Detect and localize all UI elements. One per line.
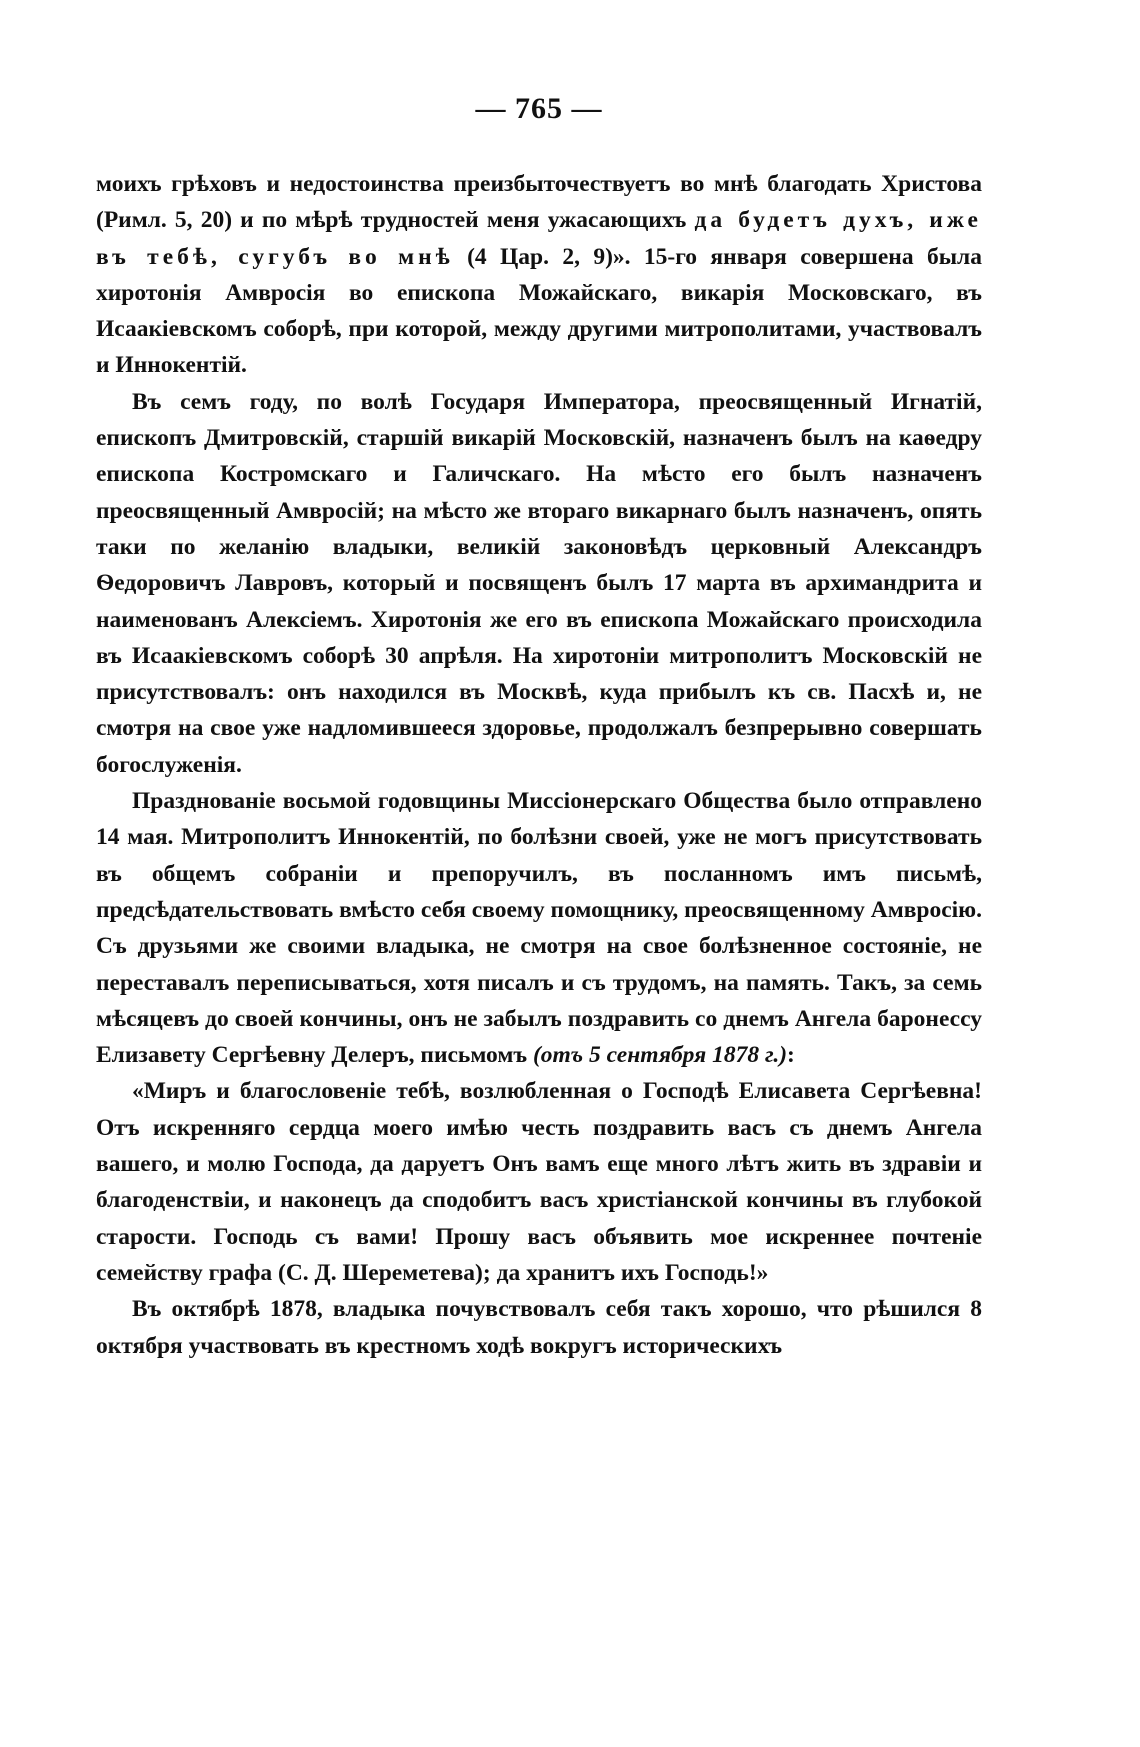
paragraph-5 <box>96 1291 982 1364</box>
paragraph-5-text: Въ октябрѣ 1878, владыка почувствовалъ себя такъ хорошо, что рѣшился 8 октября участвовать въ крестномъ ходѣ вокругъ историческихъ <box>96 1296 982 1359</box>
paragraph-1-part-1: моихъ грѣховъ и недостоинства преизбыточествуетъ во мнѣ благодать Христова (Римл. 5, 20) и по мѣрѣ трудностей меня ужасающихъ <box>96 171 982 234</box>
paragraph-4-letter <box>96 1073 982 1291</box>
paragraph-1 <box>96 166 982 384</box>
paragraph-2-text: Въ семъ году, по волѣ Государя Императора, преосвященный Игнатій, епископъ Дмитровскій, старшій викарій Московскій, назначенъ былъ на каѳедру епископа Костромскаго и Галичскаго. На мѣсто его былъ назначенъ преосвященный Амвросій; на мѣсто же втораго викарнаго былъ назначенъ, опять таки по желанію владыки, великій законовѣдъ церковный Александръ Ѳедоровичъ Лавровъ, который и посвященъ былъ 17 марта въ архимандрита и наименованъ Алексіемъ. Хиротонія же его въ епископа Можайскаго происходила въ Исаакіевскомъ соборѣ 30 апрѣля. На хиротоніи митрополитъ Московскій не присутствовалъ: онъ находился въ Москвѣ, куда прибылъ къ св. Пасхѣ и, не смотря на свое уже надломившееся здоровье, продолжалъ безпрерывно совершать богослуженія. <box>96 388 982 778</box>
paragraph-3 <box>96 783 982 1073</box>
paragraph-3-part-3: : <box>787 1042 795 1069</box>
paragraph-3-letter-date: (отъ 5 сентября 1878 г.) <box>532 1042 788 1069</box>
body-text <box>96 166 982 1364</box>
paragraph-4-text: «Миръ и благословеніе тебѣ, возлюбленная о Господѣ Елисавета Сергѣевна! Отъ искренняго сердца моего имѣю честь поздравить васъ съ днемъ Ангела вашего, и молю Господа, да даруетъ Онъ вамъ еще много лѣтъ жить въ здравіи и благоденствіи, и наконецъ да сподобитъ васъ христіанской кончины въ глубокой старости. Господь съ вами! Прошу васъ объявить мое искреннее почтеніе семейству графа (С. Д. Шереметева); да хранитъ ихъ Господь!» <box>96 1078 982 1286</box>
paragraph-3-part-1: Празднованіе восьмой годовщины Миссіонерскаго Общества было отправлено 14 мая. Митрополитъ Иннокентій, по болѣзни своей, уже не могъ присутствовать въ общемъ собраніи и препоручилъ, въ посланномъ имъ письмѣ, предсѣдательствовать вмѣсто себя своему помощнику, преосвященному Амвросію. Съ друзьями же своими владыка, не смотря на свое болѣзненное состояніе, не переставалъ переписываться, хотя писалъ и съ трудомъ, на память. Такъ, за семь мѣсяцевъ до своей кончины, онъ не забылъ поздравить со днемъ Ангела баронессу Елизавету Сергѣевну Делеръ, письмомъ <box>96 788 982 1069</box>
paragraph-1-part-3: (4 Цар. 2, 9)». 15-го января совершена была хиротонія Амвросія во епископа Можайскаго, викарія Московскаго, въ Исаакіевскомъ соборѣ, при которой, между другими митрополитами, участвовалъ и Иннокентій. <box>96 243 982 379</box>
paragraph-2 <box>96 384 982 783</box>
book-page <box>96 92 982 1364</box>
page-number: — 765 — <box>475 92 603 125</box>
paragraph-1-spaced-quote: да будетъ духъ, иже въ тебѣ, сугубъ во мнѣ <box>96 207 982 270</box>
